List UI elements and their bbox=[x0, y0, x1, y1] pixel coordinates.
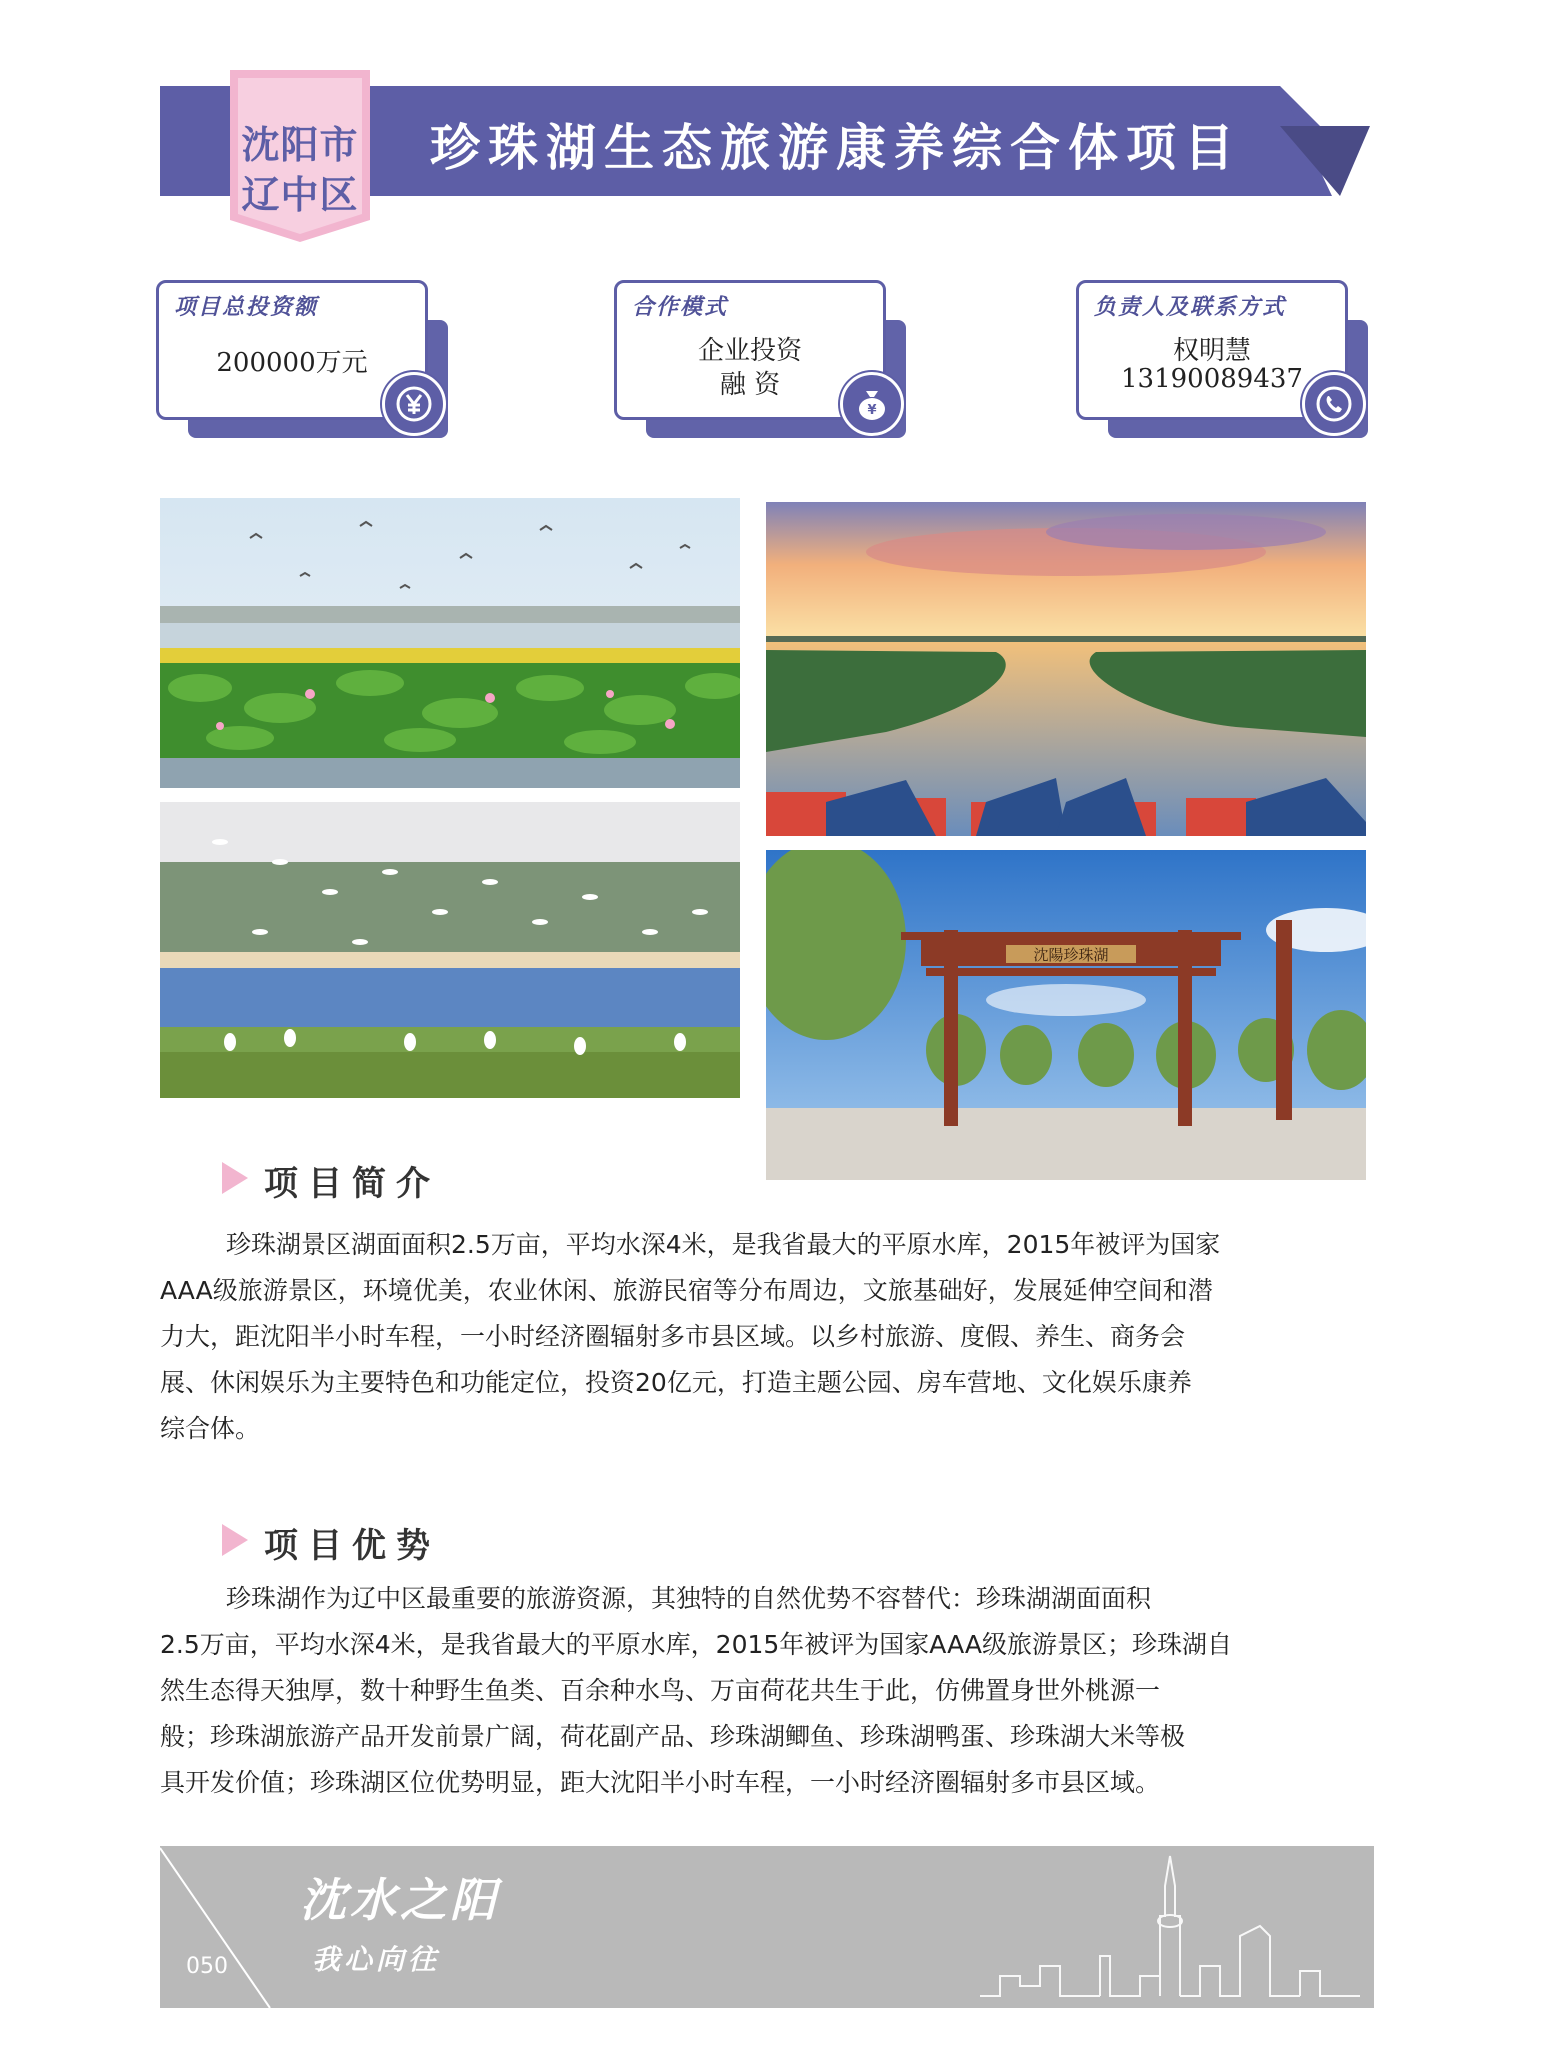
svg-text:¥: ¥ bbox=[867, 403, 877, 418]
contact-card bbox=[1076, 280, 1366, 440]
cooperation-card bbox=[614, 280, 904, 440]
advantage-line: 2.5万亩，平均水深4米，是我省最大的平原水库，2015年被评为国家AAA级旅游景区；珍珠湖自 bbox=[160, 1630, 1232, 1659]
section-advantage-body bbox=[160, 1576, 1376, 1806]
money-bag-icon bbox=[840, 372, 904, 436]
cooperation-label: 合作模式 bbox=[632, 295, 729, 320]
contact-name: 权明慧 bbox=[1172, 336, 1251, 366]
intro-line: 综合体。 bbox=[160, 1414, 261, 1443]
slogan-line2: 我心向往 bbox=[312, 1943, 441, 1976]
advantage-line: 珍珠湖作为辽中区最重要的旅游资源，其独特的自然优势不容替代：珍珠湖湖面面积 bbox=[226, 1584, 1152, 1613]
advantage-line: 般；珍珠湖旅游产品开发前景广阔，荷花副产品、珍珠湖鲫鱼、珍珠湖鸭蛋、珍珠湖大米等极 bbox=[160, 1722, 1186, 1751]
advantage-line: 具开发价值；珍珠湖区位优势明显，距大沈阳半小时车程，一小时经济圈辐射多市县区域。 bbox=[160, 1768, 1161, 1797]
page-number: 050 bbox=[186, 1954, 228, 1979]
photo-park-gate bbox=[766, 850, 1366, 1180]
skyline-icon bbox=[980, 1856, 1360, 1996]
photo-sunset-boats bbox=[766, 502, 1366, 836]
advantage-line: 然生态得天独厚，数十种野生鱼类、百余种水鸟、万亩荷花共生于此，仿佛置身世外桃源一 bbox=[160, 1676, 1161, 1705]
investment-card bbox=[156, 280, 446, 440]
contact-phone: 13190089437 bbox=[1121, 364, 1303, 394]
gate-sign: 沈陽珍珠湖 bbox=[1033, 946, 1109, 964]
intro-line: 力大，距沈阳半小时车程，一小时经济圈辐射多市县区域。以乡村旅游、度假、养生、商务会 bbox=[160, 1322, 1186, 1351]
page-title: 珍珠湖生态旅游康养综合体项目 bbox=[430, 119, 1242, 177]
footer-band bbox=[160, 1846, 1374, 2008]
triangle-bullet-icon bbox=[222, 1162, 248, 1194]
intro-line: 珍珠湖景区湖面面积2.5万亩，平均水深4米，是我省最大的平原水库，2015年被评为国家 bbox=[226, 1230, 1221, 1259]
contact-label: 负责人及联系方式 bbox=[1094, 295, 1287, 320]
intro-line: 展、休闲娱乐为主要特色和功能定位，投资20亿元，打造主题公园、房车营地、文化娱乐康养 bbox=[160, 1368, 1192, 1397]
intro-line: AAA级旅游景区，环境优美，农业休闲、旅游民宿等分布周边，文旅基础好，发展延伸空间和潜 bbox=[160, 1276, 1213, 1305]
district-county: 辽中区 bbox=[241, 173, 359, 217]
investment-value: 200000万元 bbox=[216, 348, 368, 378]
cooperation-value-line1: 企业投资 bbox=[697, 336, 802, 366]
yuan-icon bbox=[382, 372, 446, 436]
section-intro-title: 项目简介 bbox=[264, 1164, 440, 1204]
triangle-bullet-icon bbox=[222, 1524, 248, 1556]
section-intro-body bbox=[160, 1222, 1376, 1452]
photo-birds-lake-shore bbox=[160, 802, 740, 1098]
cooperation-value-line2: 融 资 bbox=[719, 370, 781, 400]
district-city: 沈阳市 bbox=[241, 123, 359, 167]
photo-lotus-lake-birds bbox=[160, 498, 740, 788]
slogan-line1: 沈水之阳 bbox=[300, 1873, 500, 1927]
phone-icon bbox=[1302, 372, 1366, 436]
section-advantage-title: 项目优势 bbox=[264, 1526, 440, 1566]
investment-label: 项目总投资额 bbox=[174, 295, 319, 320]
district-tag bbox=[230, 70, 370, 242]
